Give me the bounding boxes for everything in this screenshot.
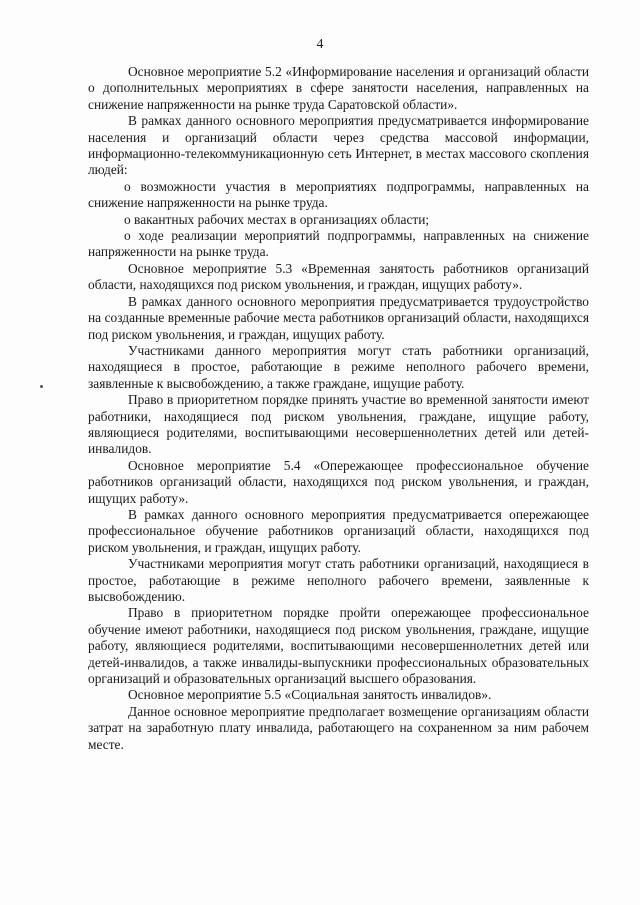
scan-speck [40,385,43,388]
paragraph-12: Участниками мероприятия могут стать работники организаций, находящиеся в простое, работающие в режиме неполного рабочего времени, заявленные к высвобождению. [88,556,589,604]
paragraph-13: Право в приоритетном порядке пройти опережающее профессиональное обучение имеют работники, находящиеся под риском увольнения, граждане, ищущие работу, являющиеся родителями, воспитывающими несовершеннолетних детей или детей-инвалидов, а также инвалиды-выпускники профессиональных образовательных организаций и образовательных организаций высшего образования. [88,605,589,687]
paragraph-2: В рамках данного основного мероприятия предусматривается информирование населения и организаций области через средства массовой информации, информационно-телекоммуникационную сеть Интернет, в местах массового скопления людей: [88,113,589,178]
document-body [88,64,589,753]
paragraph-5: о ходе реализации мероприятий подпрограммы, направленных на снижение напряженности на рынке труда. [88,228,589,260]
paragraph-1: Основное мероприятие 5.2 «Информирование населения и организаций области о дополнительных мероприятиях в сфере занятости населения, направленных на снижение напряженности на рынке труда Саратовской области». [88,64,589,112]
paragraph-9: Право в приоритетном порядке принять участие во временной занятости имеют работники, находящиеся под риском увольнения, граждане, ищущие работу, являющиеся родителями, воспитывающими несовершеннолетних детей или детей-инвалидов. [88,392,589,457]
paragraph-14: Основное мероприятие 5.5 «Социальная занятость инвалидов». [128,687,492,703]
page-number: 4 [316,36,324,51]
paragraph-11: В рамках данного основного мероприятия предусматривается опережающее профессиональное обучение работников организаций области, находящихся под риском увольнения, и граждан, ищущих работу. [88,506,589,555]
paragraph-10: Основное мероприятие 5.4 «Опережающее профессиональное обучение работников организаций области, находящихся под риском увольнения, и граждан, ищущих работу». [88,457,589,506]
paragraph-8: Участниками данного мероприятия могут стать работники организаций, находящиеся в простое, работающие в режиме неполного рабочего времени, заявленные к высвобождению, а также граждане, ищущие работу. [88,342,589,391]
paragraph-6: Основное мероприятие 5.3 «Временная занятость работников организаций области, находящихся под риском увольнения, и граждан, ищущих работу». [88,260,589,293]
paragraph-4: о вакантных рабочих местах в организациях области; [124,211,430,227]
paragraph-15: Данное основное мероприятие предполагает возмещение организациям области затрат на заработную плату инвалида, работающего на сохраненном за ним рабочем месте. [88,703,589,752]
paragraph-3: о возможности участия в мероприятиях подпрограммы, направленных на снижение напряженности на рынке труда. [88,178,589,211]
paragraph-7: В рамках данного основного мероприятия предусматривается трудоустройство на созданные временные рабочие места работников организаций области, находящихся под риском увольнения, и граждан, ищущих работу. [88,293,589,342]
